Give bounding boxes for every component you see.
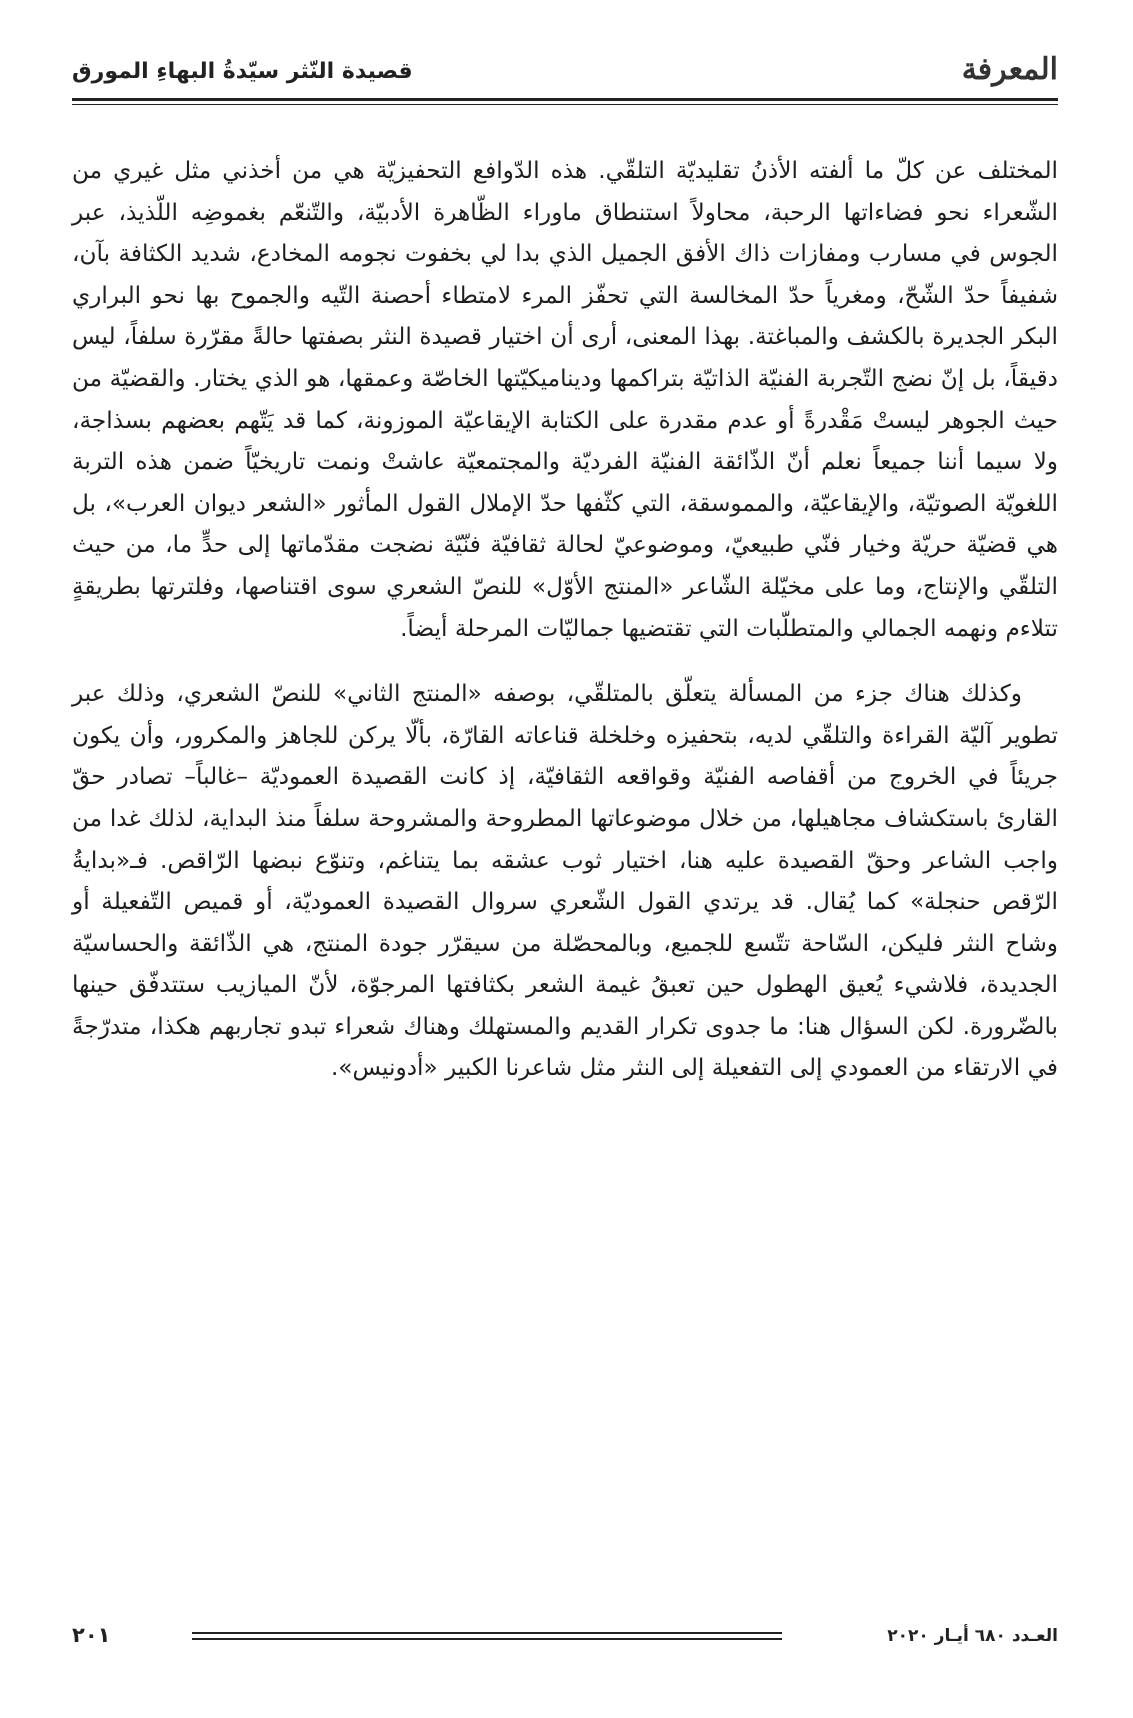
- issue-label: العـدد ٦٨٠ أيـار ٢٠٢٠: [887, 1626, 1058, 1646]
- article-body: [72, 150, 1058, 1113]
- header-rule: [72, 98, 1058, 101]
- magazine-logo: المعرفة: [961, 52, 1058, 87]
- paragraph-2: وكذلك هناك جزء من المسألة يتعلّق بالمتلقّي، بوصفه «المنتج الثاني» للنصّ الشعري، وذلك عبر تطوير آليّة القراءة والتلقّي لديه، بتحفيزه وخلخلة قناعاته القارّة، بألّا يركن للجاهز والمكرور، وأن يكون جريئاً في الخروج من أقفاصه الفنيّة وقواقعه الثقافيّة، إذ كانت القصيدة العموديّة –غالباً– تصادر حقّ القارئ باستكشاف مجاهيلها، من خلال موضوعاتها المطروحة والمشروحة سلفاً منذ البداية، لذلك غدا من واجب الشاعر وحقّ القصيدة عليه هنا، اختيار ثوب عشقه بما يتناغم، وتنوّع نبضها الرّاقص. فـ«بدايةُ الرّقص حنجلة» كما يُقال. قد يرتدي القول الشّعري سروال القصيدة العموديّة، أو قميص التّفعيلة أو وشاح النثر فليكن، السّاحة تتّسع للجميع، وبالمحصّلة من سيقرّر جودة المنتج، هي الذّائقة والحساسيّة الجديدة، فلاشيء يُعيق الهطول حين تعبقُ غيمة الشعر بكثافتها المرجوّة، لأنّ الميازيب ستتدفّق حينها بالضّرورة. لكن السؤال هنا: ما جدوى تكرار القديم والمستهلك وهناك شعراء تبدو تجاربهم هكذا، متدرّجةً في الارتقاء من العمودي إلى التفعيلة إلى النثر مثل شاعرنا الكبير «أدونيس».: [72, 680, 1058, 1082]
- page-header: [72, 52, 1058, 88]
- header-rule-thin: [72, 104, 1058, 105]
- page-footer: [72, 1622, 1058, 1652]
- page-number: ٢٠١: [72, 1623, 111, 1647]
- footer-rule: [192, 1632, 782, 1634]
- running-title: قصيدة النّثر سيّدةُ البهاءِ المورق: [72, 59, 413, 84]
- footer-rule-second: [192, 1638, 782, 1640]
- paragraph-1: المختلف عن كلّ ما ألفته الأذنُ تقليديّة التلقّي. هذه الدّوافع التحفيزيّة هي من أخذني مثل غيري من الشّعراء نحو فضاءاتها الرحبة، محاولاً استنطاق ماوراء الظّاهرة الأدبيّة، والتّنعّم بغموضِه اللّذيذ، عبر الجوس في مسارب ومفازات ذاك الأفق الجميل الذي بدا لي بخفوت نجومه المخادع، شديد الكثافة بآن، شفيفاً حدّ الشّحّ، ومغرياً حدّ المخالسة التي تحفّز المرء لامتطاء أحصنة التّيه والجموح بها نحو البراري البكر الجديرة بالكشف والمباغتة. بهذا المعنى، أرى أن اختيار قصيدة النثر بصفتها حالةً مقرّرة سلفاً، ليس دقيقاً، بل إنّ نضج التّجربة الفنيّة الذاتيّة بتراكمها وديناميكيّتها الخاصّة وعمقها، هو الذي يختار. والقضيّة من حيث الجوهر ليستْ مَقْدرةً أو عدم مقدرة على الكتابة الإيقاعيّة الموزونة، كما قد يَتّهم بعضهم بسذاجة، ولا سيما أننا جميعاً نعلم أنّ الذّائقة الفنيّة الفرديّة والمجتمعيّة عاشتْ ونمت تاريخيّاً ضمن هذه التربة اللغويّة الصوتيّة، والإيقاعيّة، والمموسقة، التي كثّفها حدّ الإملال القول المأثور «الشعر ديوان العرب»، بل هي قضيّة حريّة وخيار فنّي طبيعيّ، وموضوعيّ لحالة ثقافيّة فنّيّة نضجت مقدّماتها إلى حدٍّ ما، من حيث التلقّي والإنتاج، وما على مخيّلة الشّاعر «المنتج الأوّل» للنصّ الشعري سوى اقتناصها، وفلترتها بطريقةٍ تتلاءم ونهمه الجمالي والمتطلّبات التي تقتضيها جماليّات المرحلة أيضاً.: [72, 157, 1058, 642]
